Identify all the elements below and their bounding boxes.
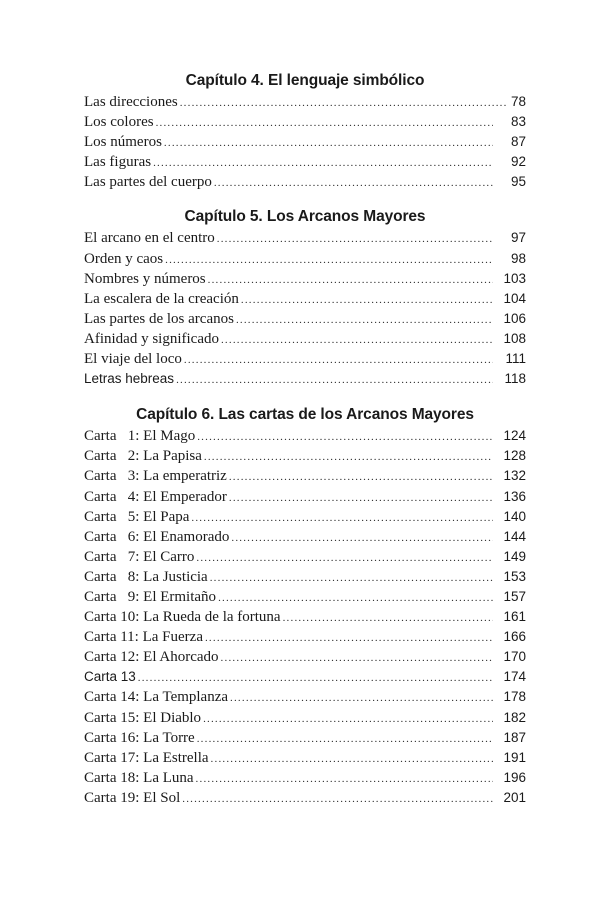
- toc-entry-label: Carta 14: La Templanza: [84, 689, 229, 706]
- toc-entry: [84, 329, 526, 349]
- chapter-title: Capítulo 4. El lenguaje simbólico: [185, 72, 425, 89]
- toc-entry-label: Carta 15: El Diablo: [84, 709, 202, 726]
- toc-entry-label: Carta 4: El Emperador: [84, 488, 227, 505]
- toc-entry: [84, 152, 526, 172]
- toc-entry: [84, 607, 526, 627]
- dot-leader: [153, 153, 493, 173]
- dot-leader: [208, 270, 493, 290]
- toc-entry-page: 128: [503, 448, 526, 464]
- toc-entry-page: 83: [510, 114, 526, 130]
- chapter-title: Capítulo 6. Las cartas de los Arcanos Mayores: [136, 406, 474, 424]
- dot-leader: [165, 250, 493, 270]
- toc-entry-label: Carta 5: El Papa: [84, 508, 190, 525]
- toc-entry: [84, 112, 526, 132]
- toc-entry: [84, 768, 526, 788]
- toc-entry-label: Carta 13: [84, 669, 136, 685]
- toc-entry-label: El viaje del loco: [84, 351, 182, 368]
- chapter-title: Capítulo 5. Los Arcanos Mayores: [184, 208, 426, 226]
- toc-entry: [84, 627, 526, 647]
- section-spacer: [84, 192, 526, 206]
- toc-entry: [84, 249, 526, 269]
- toc-entry: [84, 466, 526, 486]
- dot-leader: [205, 628, 493, 648]
- chapter-5-section: [84, 206, 526, 389]
- dot-leader: [196, 548, 493, 568]
- dot-leader: [184, 350, 493, 370]
- chapter-6-section: [84, 404, 526, 808]
- toc-entry: [84, 228, 526, 248]
- toc-entry-page: 157: [503, 588, 526, 604]
- dot-leader: [217, 229, 493, 249]
- dot-leader: [176, 370, 493, 390]
- dot-leader: [221, 648, 493, 668]
- dot-leader: [204, 447, 493, 467]
- toc-entry-label: Carta 16: La Torre: [84, 729, 195, 746]
- chapter-6-entries: [84, 426, 526, 808]
- dot-leader: [156, 113, 493, 133]
- toc-entry-label: Carta 2: La Papisa: [84, 448, 202, 465]
- toc-entry-page: 187: [503, 729, 526, 745]
- toc-entry-label: Nombres y números: [84, 270, 206, 287]
- toc-entry-label: El arcano en el centro: [84, 230, 215, 247]
- toc-entry-label: Las figuras: [84, 154, 152, 171]
- dot-leader: [221, 330, 493, 350]
- toc-entry-page: 182: [503, 709, 526, 725]
- toc-entry-label: Carta 6: El Enamorado: [84, 528, 230, 545]
- dot-leader: [164, 133, 493, 153]
- toc-entry-page: 166: [503, 629, 526, 645]
- toc-entry: [84, 426, 526, 446]
- toc-entry-page: 136: [503, 488, 526, 504]
- chapter-5-entries: [84, 228, 526, 389]
- toc-entry: [84, 547, 526, 567]
- toc-entry-page: 97: [510, 230, 526, 246]
- toc-entry-page: 153: [503, 568, 526, 584]
- table-of-contents: [84, 70, 526, 808]
- toc-entry-label: Orden y caos: [84, 250, 164, 267]
- toc-entry-label: Las partes del cuerpo: [84, 174, 212, 191]
- toc-entry-page: 178: [503, 689, 526, 705]
- toc-entry-label: Las partes de los arcanos: [84, 310, 234, 327]
- toc-entry-page: 201: [503, 789, 526, 805]
- toc-entry: [84, 728, 526, 748]
- toc-entry-page: 95: [510, 174, 526, 190]
- toc-entry: [84, 527, 526, 547]
- chapter-4-entries: [84, 92, 526, 192]
- toc-entry: [84, 369, 526, 389]
- toc-entry-label: Los números: [84, 134, 162, 151]
- toc-entry: [84, 708, 526, 728]
- toc-entry-page: 98: [510, 250, 526, 266]
- toc-entry-label: Afinidad y significado: [84, 330, 219, 347]
- dot-leader: [229, 488, 493, 508]
- toc-entry-page: 170: [503, 649, 526, 665]
- toc-entry-page: 174: [503, 669, 526, 685]
- toc-entry-label: Carta 3: La emperatriz: [84, 468, 227, 485]
- toc-entry-page: 108: [503, 330, 526, 346]
- toc-entry: [84, 647, 526, 667]
- dot-leader: [229, 467, 493, 487]
- toc-entry-label: La escalera de la creación: [84, 290, 239, 307]
- toc-entry-page: 144: [503, 528, 526, 544]
- toc-entry-label: Carta 17: La Estrella: [84, 749, 209, 766]
- dot-leader: [241, 290, 493, 310]
- toc-entry: [84, 587, 526, 607]
- toc-entry: [84, 687, 526, 707]
- dot-leader: [197, 427, 493, 447]
- toc-entry-label: Carta 19: El Sol: [84, 789, 181, 806]
- toc-entry-page: 149: [503, 548, 526, 564]
- toc-entry-page: 87: [510, 134, 526, 150]
- toc-entry: [84, 269, 526, 289]
- section-spacer: [84, 389, 526, 404]
- dot-leader: [182, 789, 493, 809]
- toc-entry: [84, 667, 526, 687]
- toc-entry-label: Carta 10: La Rueda de la fortuna: [84, 609, 281, 626]
- dot-leader: [138, 668, 493, 688]
- dot-leader: [210, 568, 493, 588]
- toc-entry-page: 140: [503, 508, 526, 524]
- toc-entry-label: Carta 1: El Mago: [84, 428, 196, 445]
- dot-leader: [180, 93, 508, 113]
- toc-entry-page: 103: [503, 270, 526, 286]
- toc-entry-label: Carta 8: La Justicia: [84, 568, 208, 585]
- toc-entry-label: Carta 12: El Ahorcado: [84, 649, 219, 666]
- toc-entry: [84, 349, 526, 369]
- dot-leader: [230, 688, 493, 708]
- toc-entry-page: 92: [510, 154, 526, 170]
- dot-leader: [283, 608, 493, 628]
- toc-entry: [84, 748, 526, 768]
- dot-leader: [191, 508, 493, 528]
- toc-entry: [84, 132, 526, 152]
- dot-leader: [197, 729, 493, 749]
- toc-entry: [84, 487, 526, 507]
- toc-entry: [84, 289, 526, 309]
- toc-entry: [84, 172, 526, 192]
- toc-entry-label: Los colores: [84, 114, 154, 131]
- toc-entry-page: 196: [503, 769, 526, 785]
- toc-entry: [84, 92, 526, 112]
- toc-entry-label: Carta 7: El Carro: [84, 548, 195, 565]
- toc-entry-label: Las direcciones: [84, 94, 178, 110]
- toc-entry-label: Carta 11: La Fuerza: [84, 629, 203, 646]
- toc-entry-page: 124: [503, 428, 526, 444]
- dot-leader: [211, 749, 493, 769]
- toc-entry-label: Letras hebreas: [84, 371, 175, 387]
- dot-leader: [236, 310, 493, 330]
- toc-entry: [84, 507, 526, 527]
- toc-entry: [84, 567, 526, 587]
- toc-entry-page: 104: [503, 290, 526, 306]
- toc-entry: [84, 788, 526, 808]
- toc-entry: [84, 309, 526, 329]
- chapter-4-section: [84, 70, 526, 192]
- toc-entry-page: 161: [503, 609, 526, 625]
- toc-entry-page: 78: [510, 94, 526, 109]
- toc-entry-page: 111: [505, 351, 526, 367]
- dot-leader: [218, 588, 493, 608]
- dot-leader: [214, 173, 493, 193]
- toc-entry: [84, 446, 526, 466]
- toc-entry-page: 132: [503, 468, 526, 484]
- toc-entry-page: 106: [503, 310, 526, 326]
- toc-entry-page: 118: [504, 371, 526, 387]
- dot-leader: [203, 709, 493, 729]
- dot-leader: [231, 528, 493, 548]
- toc-entry-label: Carta 18: La Luna: [84, 769, 194, 786]
- toc-entry-page: 191: [503, 749, 526, 765]
- toc-entry-label: Carta 9: El Ermitaño: [84, 588, 217, 605]
- dot-leader: [196, 769, 493, 789]
